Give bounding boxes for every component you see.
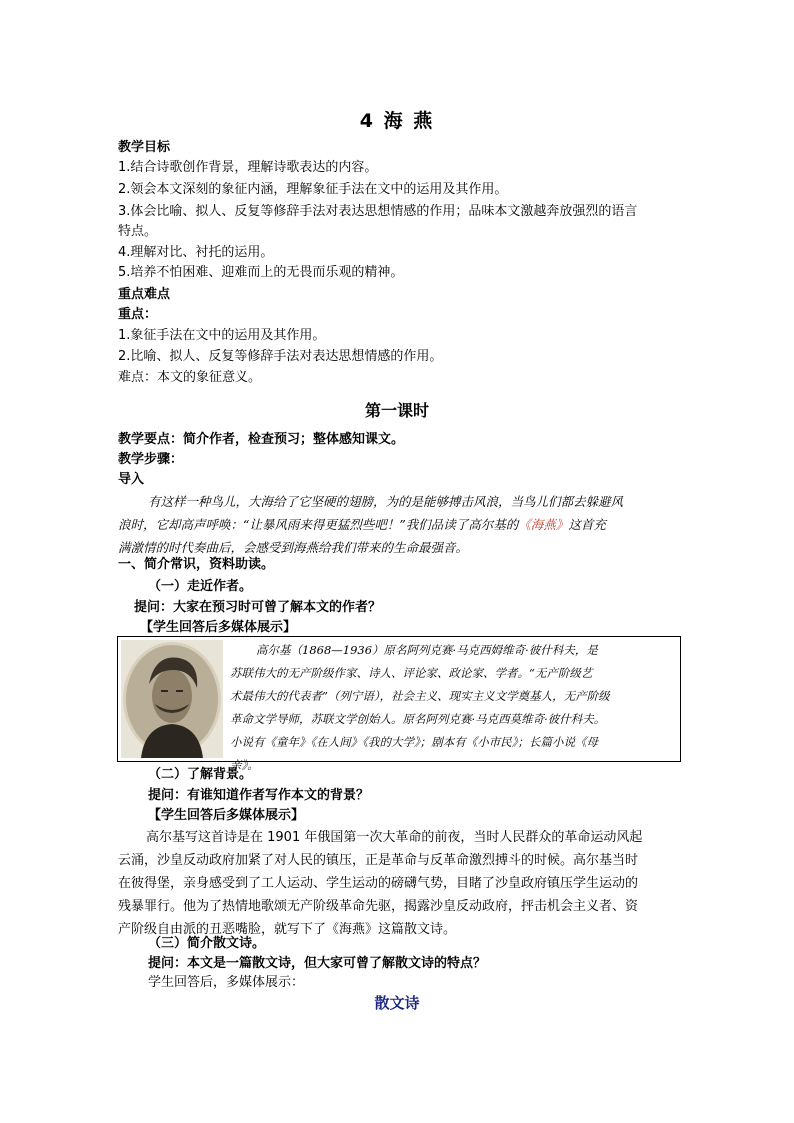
bio-line: 高尔基（1868—1936）原名阿列克赛·马克西姆维奇·彼什科夫，是 (256, 643, 598, 657)
question-background: 提问：有谁知道作者写作本文的背景？ (148, 788, 370, 803)
objectives-heading: 教学目标 (118, 140, 171, 155)
question-author: 提问：大家在预习时可曾了解本文的作者？ (134, 600, 382, 615)
intro-line-tail: 这首充 (568, 517, 606, 532)
objective-item: 1.结合诗歌创作背景，理解诗歌表达的内容。 (118, 160, 378, 175)
question-prose-poem: 提问：本文是一篇散文诗，但大家可曾了解散文诗的特点？ (148, 956, 487, 971)
keypoints-heading: 重点难点 (118, 287, 171, 302)
intro-line: 有这样一种鸟儿，大海给了它坚硬的翅膀，为的是能够搏击风浪，当鸟儿们都去躲避风 (148, 494, 624, 509)
background-line: 高尔基写这首诗是在 1901 年俄国第一次大革命的前夜，当时人民群众的革命运动风起 (146, 830, 643, 845)
background-line: 产阶级自由派的丑恶嘴脸，就写下了《海燕》这篇散文诗。 (118, 922, 457, 937)
objective-item: 2.领会本文深刻的象征内涵，理解象征手法在文中的运用及其作用。 (118, 182, 508, 197)
intro-line: 满激情的时代奏曲后，会感受到海燕给我们带来的生命最强音。 (118, 540, 469, 555)
lesson-steps: 教学步骤： (118, 452, 184, 467)
author-bio-text (230, 639, 676, 777)
answer-prose-poem: 学生回答后，多媒体展示： (148, 975, 305, 990)
media-show-label: 【学生回答后多媒体展示】 (140, 620, 297, 635)
sub-heading-background: （二）了解背景。 (148, 767, 253, 782)
intro-paragraph (118, 490, 678, 559)
lesson-title: 第一课时 (364, 401, 429, 420)
bio-line: 革命文学导师，苏联文学创始人。原名阿列克赛·马克西莫维奇·彼什科夫。 (230, 712, 606, 726)
intro-heading: 导入 (118, 472, 145, 487)
intro-red-title: 《海燕》 (518, 517, 569, 532)
objective-item: 4.理解对比、衬托的运用。 (118, 245, 274, 260)
bio-line: 术最伟大的代表者”（列宁语），社会主义、现实主义文学奠基人，无产阶级 (230, 689, 610, 703)
sub-heading-prose-poem: （三）简介散文诗。 (148, 936, 266, 951)
author-portrait (121, 640, 223, 758)
background-line: 残暴罪行。他为了热情地歌颂无产阶级革命先驱，揭露沙皇反动政府，抨击机会主义者、资 (118, 899, 639, 914)
intro-line (118, 513, 678, 536)
keypoint-item: 1.象征手法在文中的运用及其作用。 (118, 328, 326, 343)
bio-line: 苏联伟大的无产阶级作家、诗人、评论家、政论家、学者。“无产阶级艺 (230, 666, 593, 680)
difficulty-point: 难点：本文的象征意义。 (118, 370, 262, 385)
objective-item: 5.培养不怕困难、迎难而上的无畏而乐观的精神。 (118, 265, 404, 280)
bio-line: 亲》。 (230, 758, 259, 772)
portrait-image-icon (121, 640, 223, 758)
prose-poem-title: 散文诗 (374, 994, 420, 1012)
background-paragraph (118, 826, 680, 941)
document-title: 4 海 燕 (359, 110, 435, 132)
lesson-key-points: 教学要点：简介作者，检查预习；整体感知课文。 (118, 432, 405, 447)
background-line: 云涌，沙皇反动政府加紧了对人民的镇压，正是革命与反革命激烈搏斗的时候。高尔基当时 (118, 853, 639, 868)
keypoint-item: 2.比喻、拟人、反复等修辞手法对表达思想情感的作用。 (118, 349, 443, 364)
intro-line-text: 浪时，它却高声呼唤：“让暴风雨来得更猛烈些吧！”我们品读了高尔基的 (118, 517, 519, 532)
bio-line: 小说有《童年》《在人间》《我的大学》；剧本有《小市民》；长篇小说《母 (230, 735, 598, 749)
author-bio-box (117, 636, 681, 772)
objective-item: 3.体会比喻、拟人、反复等修辞手法对表达思想情感的作用；品味本文激越奔放强烈的语言 (118, 204, 638, 219)
media-show-label: 【学生回答后多媒体展示】 (148, 808, 305, 823)
sub-heading-author: （一）走近作者。 (148, 579, 253, 594)
objective-item: 特点。 (118, 224, 158, 239)
keypoints-subheading: 重点： (118, 307, 158, 322)
background-line: 在彼得堡，亲身感受到了工人运动、学生运动的磅礴气势，目睹了沙皇政府镇压学生运动的 (118, 876, 639, 891)
section1-heading: 一、简介常识，资料助读。 (118, 557, 275, 572)
